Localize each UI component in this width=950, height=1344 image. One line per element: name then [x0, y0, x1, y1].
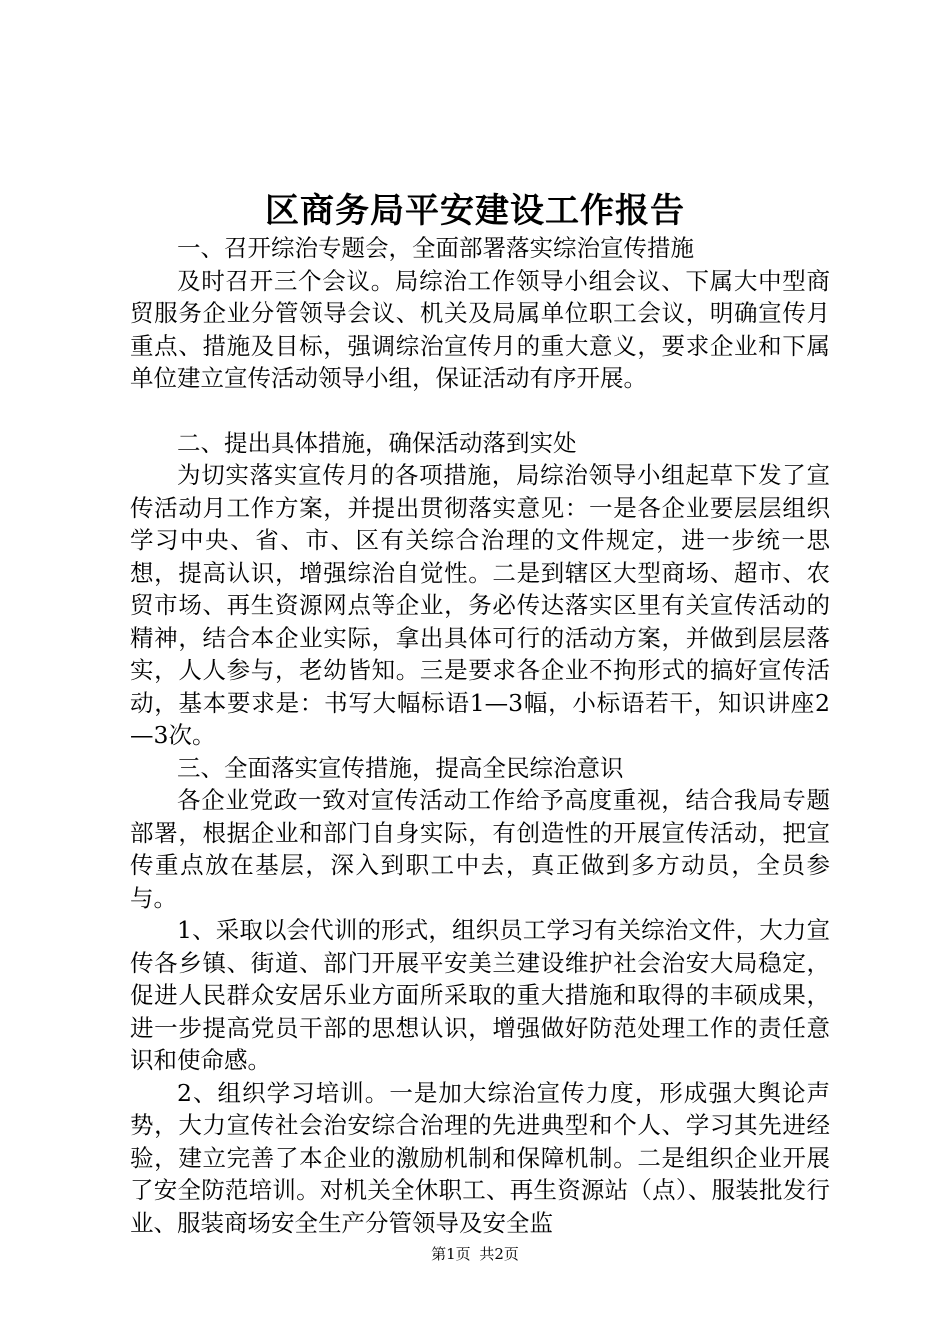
section-heading-3: 三、全面落实宣传措施，提高全民综治意识 [177, 753, 624, 782]
paragraph-3: 各企业党政一致对宣传活动工作给予高度重视，结合我局专题部署，根据企业和部门自身实际，有创造性的开展宣传活动，把宣传重点放在基层，深入到职工中去，真正做到多方动员，全员参与。 [130, 786, 830, 912]
section-heading-2: 二、提出具体措施，确保活动落到实处 [177, 428, 577, 457]
paragraph-spacer [130, 395, 830, 427]
page-total: 共2页 [479, 1245, 519, 1263]
page-number: 第1页 [431, 1245, 471, 1263]
paragraph-item-1: 1、采取以会代训的形式，组织员工学习有关综治文件，大力宣传各乡镇、街道、部门开展平安美兰建设维护社会治安大局稳定，促进人民群众安居乐业方面所采取的重大措施和取得的丰硕成果，进一步提高党员干部的思想认识，增强做好防范处理工作的责任意识和使命感。 [130, 916, 830, 1074]
paragraph-2: 为切实落实宣传月的各项措施，局综治领导小组起草下发了宣传活动月工作方案，并提出贯彻落实意见：一是各企业要层层组织学习中央、省、市、区有关综合治理的文件规定，进一步统一思想，提高认识，增强综治自觉性。二是到辖区大型商场、超市、农贸市场、再生资源网点等企业，务必传达落实区里有关宣传活动的精神，结合本企业实际，拿出具体可行的活动方案，并做到层层落实，人人参与，老幼皆知。三是要求各企业不拘形式的搞好宣传活动，基本要求是：书写大幅标语1—3幅，小标语若干，知识讲座2—3次。 [130, 461, 830, 749]
section-heading-1: 一、召开综治专题会，全面部署落实综治宣传措施 [177, 234, 694, 262]
document-title: 区商务局平安建设工作报告 [265, 191, 685, 231]
page-footer [0, 1243, 950, 1264]
paragraph-item-2: 2、组织学习培训。一是加大综治宣传力度，形成强大舆论声势，大力宣传社会治安综合治理的先进典型和个人、学习其先进经验，建立完善了本企业的激励机制和保障机制。二是组织企业开展了安全防范培训。对机关全休职工、再生资源站（点）、服装批发行业、服装商场安全生产分管领导及安全监 [130, 1078, 830, 1237]
document-body [130, 232, 830, 1239]
paragraph-1: 及时召开三个会议。局综治工作领导小组会议、下属大中型商贸服务企业分管领导会议、机关及局属单位职工会议，明确宣传月重点、措施及目标，强调综治宣传月的重大意义，要求企业和下属单位建立宣传活动领导小组，保证活动有序开展。 [130, 266, 830, 392]
